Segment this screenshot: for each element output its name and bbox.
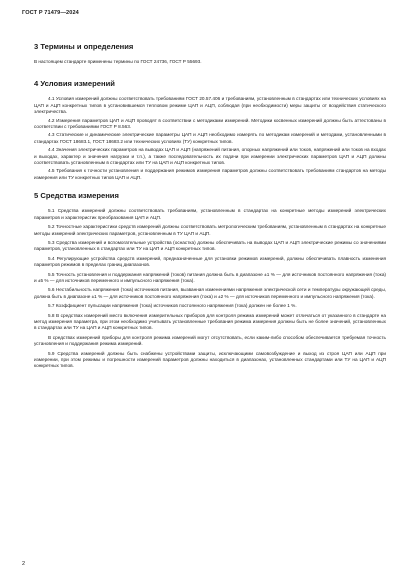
- paragraph: 4.5 Требования к точности установления и поддержания режимов измерения параметров должны соответствовать требованиям стандартов на методы измерения или ТУ конкретных типов ЦАП и АЦП.: [34, 168, 386, 180]
- paragraph: 5.4 Регулирующие устройства средств измерений, предназначенные для установки режимов измерений, должны обеспечивать плавность изменения параметров режимов в пределах границ диапазонов.: [34, 255, 386, 268]
- paragraph: В средствах измерений приборы для контроля режима измерений могут отсутствовать, если каким-либо способом обеспечивается требуемая точность установления и поддержания режима измерений.: [34, 334, 386, 347]
- page-number: 2: [22, 561, 26, 567]
- paragraph: 5.8 В средствах измерений место включения измерительных приборов для контроля режима измерений может отличаться от указанного в стандарте на метод измерения параметра, при этом необходимо учитывать установленные требования режима измерения должны быть не более значений, установленных в стандартах или ТУ на ЦАП и АЦП конкретных типов.: [34, 312, 386, 331]
- paragraph: 5.1 Средства измерений должны соответствовать требованиям, установленным в стандартах на конкретные методы измерений электрических параметров и характеристик преобразования ЦАП и АЦП.: [34, 208, 386, 220]
- paragraph: 4.4 Значения электрических параметров на выводах ЦАП и АЦП (напряжений питания, опорных напряжений или токов, напряжений или токов на входах и выходах, характер и значения нагрузки и т.п.), а также последовательность их подачи при измерении электрических параметров ЦАП и АЦП должны соответствовать установленным в стандартах или ТУ на ЦАП и АЦП конкретных типов.: [34, 147, 386, 166]
- paragraph: 4.2 Измерения параметров ЦАП и АЦП проводят в соответствии с методиками измерений. Методики косвенных измерений должны быть аттестованы в соответствии с требованиями ГОСТ Р 8.563.: [34, 117, 386, 130]
- paragraph: 5.2 Точностные характеристики средств измерений должны соответствовать метрологическим требованиям, установленным в стандартах на конкретные методы измерений электрических параметров, установленным в ТУ ЦАП и АЦП.: [34, 224, 386, 236]
- section-instruments: [34, 191, 386, 370]
- section-title: 5 Средства измерения: [34, 191, 119, 201]
- section-conditions: [34, 79, 386, 181]
- section-terms: [34, 42, 386, 65]
- section-title: 3 Термины и определения: [34, 42, 134, 51]
- document-code: ГОСТ Р 71479—2024: [22, 10, 79, 16]
- paragraph: 5.9 Средства измерений должны быть снабжены устройствами защиты, исключающими самовозбуждение и выход из строя ЦАП или АЦП при измерении, при этом режимы и погрешности измерений параметров должны находиться в диапазонах, установленных стандартами или ТУ на ЦАП и АЦП конкретных типов.: [34, 350, 386, 369]
- section-title: 4 Условия измерений: [34, 79, 115, 89]
- paragraph: 5.6 Нестабильность напряжения (тока) источников питания, вызванная изменениями напряжения электрической сети и температуры окружающей среды, должна быть в диапазоне ±1 % — для источников постоянного напряжения (тока) и ±2 % — для источников переменного и импульсного напряжения (тока).: [34, 287, 386, 299]
- paragraph: 5.7 Коэффициент пульсации напряжения (тока) источников постоянного напряжения (тока) должен не более 1 %.: [48, 303, 297, 309]
- paragraph: 4.3 Статические и динамические электрические параметры ЦАП и АЦП необходимо измерять по методикам измерений и методами, установленными в стандартах ГОСТ 18683.1, ГОСТ 18683.2 или технических условиях (ТУ) конкретных типов.: [34, 132, 386, 144]
- paragraph: 4.1 Условия измерений должны соответствовать требованиям ГОСТ 20.57.406 и требованиям, установленным в стандартах или технических условиях на ЦАП и АЦП конкретных типов в установившемся тепловом режиме ЦАП и АЦП, соблюдая (при необходимости) меры защиты от воздействия статического электричества.: [34, 96, 386, 115]
- paragraph: 5.5 Точность установления и поддержания напряжений (токов) питания должна быть в диапазоне ±1 % — для источников постоянного напряжения (тока) и ±5 % — для источников переменного и импульсного напряжения (тока).: [34, 271, 386, 283]
- paragraph: 5.3 Средства измерений и вспомогательные устройства (оснастка) должны обеспечивать на выводах ЦАП и АЦП электрические режимы со значениями параметров, установленных в стандартах или ТУ на ЦАП и АЦП конкретных типов.: [34, 239, 386, 252]
- paragraph: В настоящем стандарте применены термины по ГОСТ 24736, ГОСТ Р 55693.: [34, 59, 202, 64]
